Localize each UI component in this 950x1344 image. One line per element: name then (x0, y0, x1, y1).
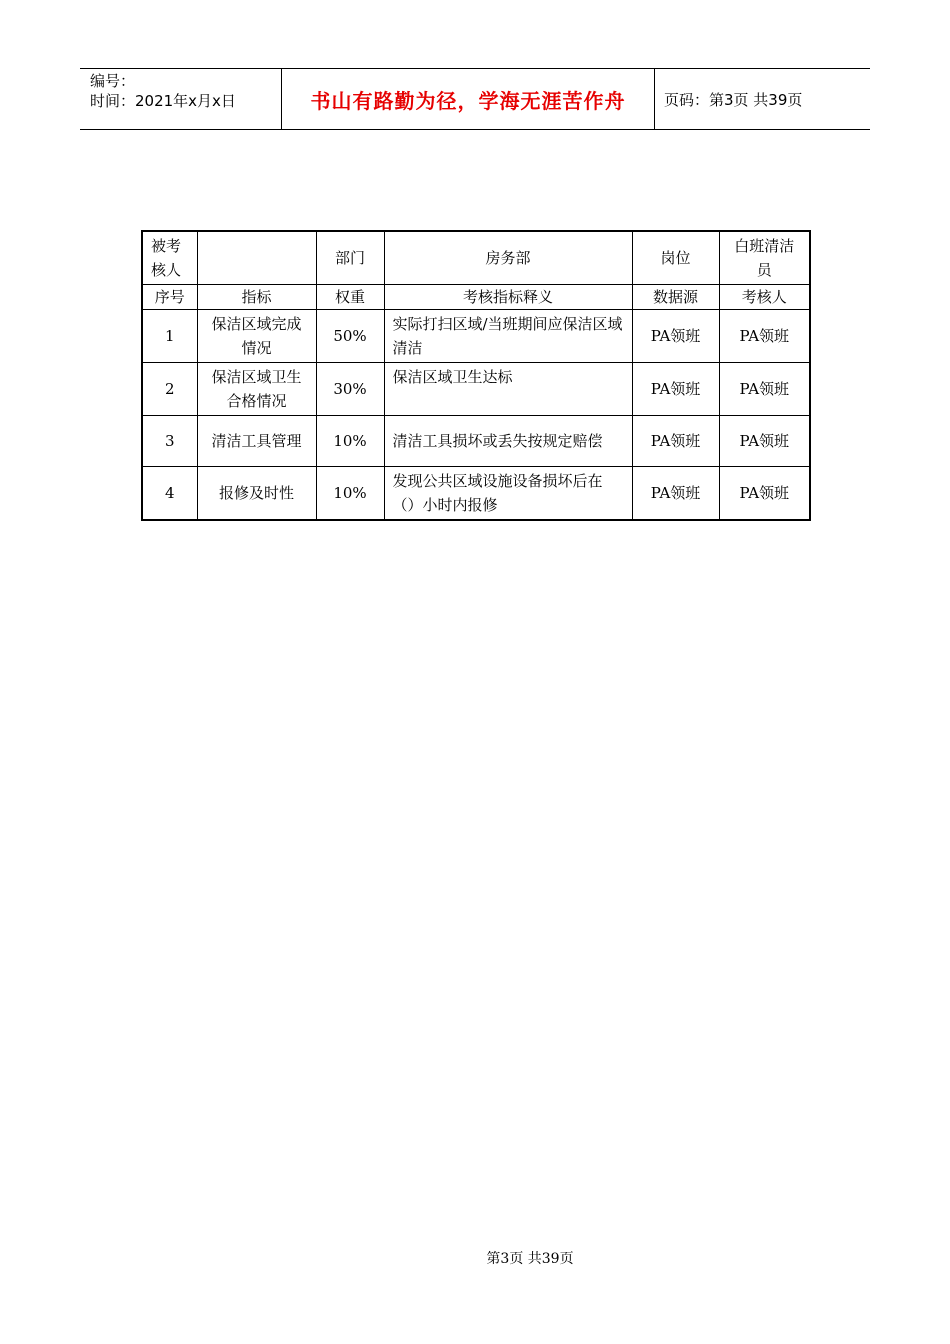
number-label: 编号： (90, 72, 136, 90)
assessee-label: 被考核人 (142, 231, 197, 285)
row-assessor: PA领班 (719, 310, 810, 363)
row-no: 1 (142, 310, 197, 363)
row-no: 2 (142, 363, 197, 416)
header-meta (90, 71, 280, 111)
row-desc: 实际打扫区域/当班期间应保洁区域清洁 (384, 310, 632, 363)
header-motto: 书山有路勤为径，学海无涯苦作舟 (310, 88, 626, 113)
time-label: 时间：2021年x月x日 (90, 92, 236, 110)
row-source: PA领班 (632, 467, 719, 521)
row-assessor: PA领班 (719, 363, 810, 416)
assessee-value (197, 231, 316, 285)
page-header (80, 68, 870, 130)
row-source: PA领班 (632, 363, 719, 416)
row-weight: 50% (316, 310, 384, 363)
page-footer: 第3页 共39页 (486, 1251, 574, 1267)
table-row (142, 310, 810, 363)
table-column-headers (142, 285, 810, 310)
row-no: 4 (142, 467, 197, 521)
header-divider (654, 69, 655, 129)
col-header-weight: 权重 (316, 285, 384, 310)
post-value: 白班清洁员 (719, 231, 810, 285)
table-row (142, 416, 810, 467)
post-label: 岗位 (632, 231, 719, 285)
col-header-source: 数据源 (632, 285, 719, 310)
kpi-table (141, 230, 811, 521)
row-assessor: PA领班 (719, 416, 810, 467)
dept-value: 房务部 (384, 231, 632, 285)
row-source: PA领班 (632, 310, 719, 363)
col-header-assessor: 考核人 (719, 285, 810, 310)
header-page-info: 页码：第3页 共39页 (664, 90, 803, 109)
row-desc: 清洁工具损坏或丢失按规定赔偿 (384, 416, 632, 467)
table-row (142, 363, 810, 416)
row-desc: 发现公共区域设施设备损坏后在（）小时内报修 (384, 467, 632, 521)
row-weight: 30% (316, 363, 384, 416)
row-no: 3 (142, 416, 197, 467)
col-header-indicator: 指标 (197, 285, 316, 310)
row-indicator: 保洁区域完成情况 (197, 310, 316, 363)
table-info-row (142, 231, 810, 285)
col-header-desc: 考核指标释义 (384, 285, 632, 310)
row-assessor: PA领班 (719, 467, 810, 521)
row-indicator: 保洁区域卫生合格情况 (197, 363, 316, 416)
col-header-no: 序号 (142, 285, 197, 310)
row-indicator: 报修及时性 (197, 467, 316, 521)
row-indicator: 清洁工具管理 (197, 416, 316, 467)
row-source: PA领班 (632, 416, 719, 467)
row-weight: 10% (316, 416, 384, 467)
table-row (142, 467, 810, 521)
dept-label: 部门 (316, 231, 384, 285)
row-weight: 10% (316, 467, 384, 521)
row-desc: 保洁区域卫生达标 (384, 363, 632, 416)
